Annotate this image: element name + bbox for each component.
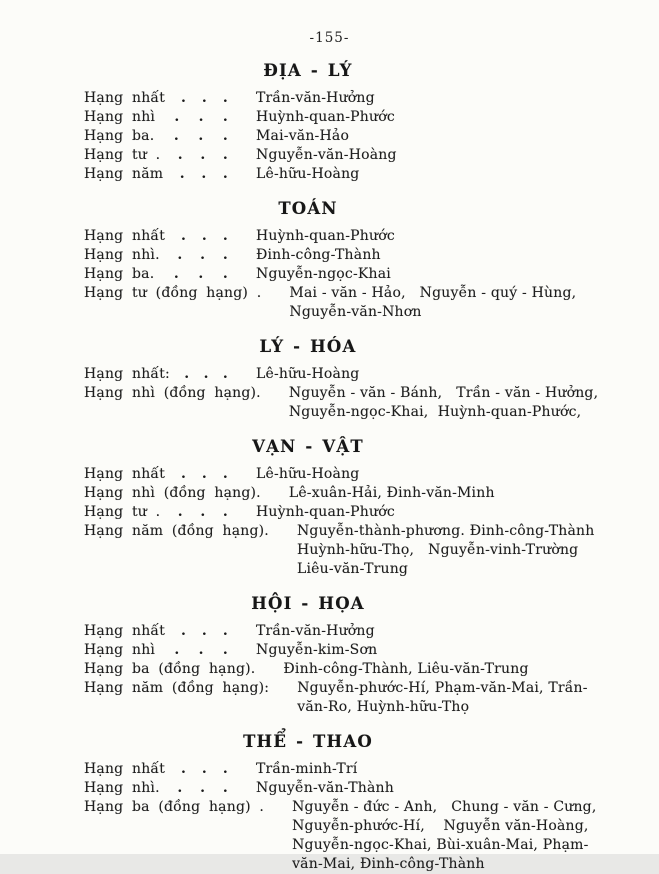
leader-dot: . bbox=[222, 128, 228, 144]
rank-label-cell bbox=[84, 679, 297, 698]
leader-dot: . bbox=[222, 228, 228, 244]
winner-names bbox=[297, 522, 595, 579]
winner-names bbox=[256, 465, 532, 484]
leader-dot: . bbox=[180, 90, 187, 106]
rank-label: Hạng nhất bbox=[84, 466, 166, 482]
ranking-row bbox=[84, 246, 532, 265]
subject-section-6 bbox=[84, 732, 597, 874]
section-title: TOÁN bbox=[278, 199, 338, 218]
leader-dot: . bbox=[177, 147, 183, 163]
name-line: Trần-minh-Trí bbox=[256, 761, 358, 777]
name-line: Nguyễn-ngọc-Khai, Huỳnh-quan-Phước, bbox=[288, 404, 582, 420]
subject-section-5 bbox=[84, 594, 588, 717]
leader-dot: . bbox=[177, 247, 183, 263]
ranking-row bbox=[84, 227, 532, 246]
leader-dot: . bbox=[201, 623, 207, 639]
leader-dot: . bbox=[222, 366, 228, 382]
leader-dot: . bbox=[180, 228, 187, 244]
name-line: Nguyễn-kim-Sơn bbox=[256, 642, 378, 658]
rank-label-cell bbox=[84, 89, 256, 108]
winner-names bbox=[256, 365, 532, 384]
ranking-row bbox=[84, 365, 532, 384]
rank-label: Hạng nhì. bbox=[84, 247, 160, 263]
rank-label-cell bbox=[84, 660, 283, 679]
name-line: Nguyễn-văn-Nhơn bbox=[289, 304, 422, 320]
section-rows bbox=[84, 465, 595, 579]
section-rows bbox=[84, 89, 532, 184]
ranking-row bbox=[84, 89, 532, 108]
winner-names bbox=[289, 284, 576, 322]
leader-dot: . bbox=[180, 761, 187, 777]
rank-label: Hạng nhì (đồng hạng). bbox=[84, 485, 261, 501]
leader-dot: . bbox=[173, 266, 179, 282]
winner-names bbox=[256, 641, 532, 660]
rank-label-cell bbox=[84, 365, 256, 384]
rank-label: Hạng nhì bbox=[84, 642, 156, 658]
rank-label-cell bbox=[84, 146, 256, 165]
leader-dot: . bbox=[222, 166, 228, 182]
name-line: Nguyễn - văn - Bánh, Trần - văn - Hưởng, bbox=[288, 385, 599, 401]
winner-names bbox=[292, 798, 596, 874]
leader-dot: . bbox=[201, 228, 207, 244]
leader-dot: . bbox=[174, 109, 180, 125]
name-line: Mai - văn - Hảo, Nguyễn - quý - Hùng, bbox=[289, 285, 577, 301]
name-line: Lê-hữu-Hoàng bbox=[256, 466, 360, 482]
ranking-row bbox=[84, 779, 532, 798]
winner-names bbox=[256, 622, 532, 641]
ranking-row bbox=[84, 484, 532, 503]
ranking-row bbox=[84, 108, 532, 127]
leader-dot: . bbox=[201, 90, 207, 106]
name-line: Huỳnh-hữu-Thọ, Nguyễn-vinh-Trường bbox=[296, 542, 579, 558]
subject-section-3 bbox=[84, 337, 599, 422]
rank-label: Hạng ba. bbox=[84, 266, 155, 282]
rank-label-cell bbox=[84, 284, 289, 303]
winner-names bbox=[297, 679, 588, 717]
section-rows bbox=[84, 365, 599, 422]
rank-label-cell bbox=[84, 503, 256, 522]
rank-label-cell bbox=[84, 522, 297, 541]
leader-dot: . bbox=[222, 623, 228, 639]
leader-dot: . bbox=[201, 166, 207, 182]
winner-names bbox=[256, 779, 532, 798]
name-line: Lê-xuân-Hải, Đinh-văn-Minh bbox=[288, 485, 495, 501]
winner-names bbox=[256, 503, 532, 522]
rank-label-cell bbox=[84, 227, 256, 246]
name-line: Trần-văn-Hưởng bbox=[256, 90, 375, 106]
leader-dot: . bbox=[222, 642, 228, 658]
leader-dot: . bbox=[198, 109, 204, 125]
rank-label-cell bbox=[84, 108, 256, 127]
winner-names bbox=[256, 265, 532, 284]
rank-label-cell bbox=[84, 622, 256, 641]
ranking-row bbox=[84, 384, 599, 422]
ranking-row bbox=[84, 679, 588, 717]
section-rows bbox=[84, 622, 588, 717]
winner-names bbox=[256, 246, 532, 265]
ranking-row bbox=[84, 798, 597, 874]
rank-label-cell bbox=[84, 641, 256, 660]
leader-dot: . bbox=[200, 247, 206, 263]
subject-section-4 bbox=[84, 437, 595, 579]
winner-names bbox=[256, 760, 532, 779]
leader-dot: . bbox=[201, 761, 207, 777]
name-line: Nguyễn-văn-Thành bbox=[256, 780, 394, 796]
winner-names bbox=[256, 165, 532, 184]
leader-dot: . bbox=[177, 780, 183, 796]
leader-dot: . bbox=[198, 266, 204, 282]
name-line: Huỳnh-quan-Phước bbox=[256, 228, 395, 244]
leader-dot: . bbox=[201, 466, 207, 482]
name-line: Nguyễn-phước-Hí, Nguyễn văn-Hoàng, bbox=[292, 818, 589, 834]
section-title: LÝ - HÓA bbox=[259, 337, 357, 356]
ranking-row bbox=[84, 465, 532, 484]
section-title: VẠN - VẬT bbox=[252, 437, 364, 456]
name-line: Nguyễn-ngọc-Khai bbox=[256, 266, 391, 282]
leader-dot: . bbox=[203, 366, 209, 382]
name-line: Nguyễn-phước-Hí, Phạm-văn-Mai, Trần- bbox=[297, 680, 588, 696]
section-title: HỘI - HỌA bbox=[251, 594, 365, 613]
rank-label-cell bbox=[84, 798, 292, 817]
winner-names bbox=[256, 146, 532, 165]
name-line: Huỳnh-quan-Phước bbox=[256, 109, 395, 125]
rank-label: Hạng nhất bbox=[84, 623, 166, 639]
leader-dot: . bbox=[200, 780, 206, 796]
leader-dot: . bbox=[222, 90, 228, 106]
winner-names bbox=[256, 89, 532, 108]
leader-dot: . bbox=[200, 504, 206, 520]
rank-label-cell bbox=[84, 484, 289, 503]
leader-dot: . bbox=[222, 266, 228, 282]
winner-names bbox=[283, 660, 532, 679]
leader-dot: . bbox=[222, 780, 228, 796]
rank-label: Hạng nhì. bbox=[84, 780, 160, 796]
leader-dot: . bbox=[177, 504, 183, 520]
leader-dot: . bbox=[222, 504, 228, 520]
ranking-row bbox=[84, 622, 532, 641]
rank-label: Hạng nhất bbox=[84, 761, 166, 777]
rank-label-cell bbox=[84, 779, 256, 798]
name-line: văn-Mai, Đinh-công-Thành bbox=[292, 856, 485, 872]
subject-section-1 bbox=[84, 61, 532, 184]
rank-label-cell bbox=[84, 265, 256, 284]
leader-dot: . bbox=[173, 128, 179, 144]
section-rows bbox=[84, 760, 597, 874]
rank-label: Hạng năm bbox=[84, 166, 164, 182]
name-line: văn-Ro, Huỳnh-hữu-Thọ bbox=[297, 699, 470, 715]
ranking-row bbox=[84, 660, 532, 679]
ranking-row bbox=[84, 760, 532, 779]
name-line: Đinh-công-Thành, Liêu-văn-Trung bbox=[283, 661, 529, 677]
winner-names bbox=[256, 127, 532, 146]
leader-dot: . bbox=[198, 642, 204, 658]
ranking-row bbox=[84, 165, 532, 184]
leader-dot: . bbox=[198, 128, 204, 144]
rank-label: Hạng tư . bbox=[84, 147, 161, 163]
winner-names bbox=[289, 384, 598, 422]
leader-dot: . bbox=[222, 247, 228, 263]
rank-label-cell bbox=[84, 246, 256, 265]
name-line: Lê-hữu-Hoàng bbox=[256, 166, 360, 182]
rank-label: Hạng nhất bbox=[84, 90, 166, 106]
rank-label-cell bbox=[84, 165, 256, 184]
ranking-row bbox=[84, 641, 532, 660]
prize-list bbox=[0, 61, 599, 874]
leader-dot: . bbox=[200, 147, 206, 163]
ranking-row bbox=[84, 146, 532, 165]
rank-label-cell bbox=[84, 465, 256, 484]
section-title: ĐỊA - LÝ bbox=[263, 61, 353, 80]
section-title: THỂ - THAO bbox=[243, 732, 373, 751]
page-number: -155- bbox=[309, 30, 350, 46]
ranking-row bbox=[84, 503, 532, 522]
rank-label-cell bbox=[84, 384, 289, 403]
name-line: Đinh-công-Thành bbox=[256, 247, 381, 263]
rank-label: Hạng năm (đồng hạng): bbox=[84, 680, 270, 696]
name-line: Nguyễn-thành-phương. Đinh-công-Thành bbox=[296, 523, 595, 539]
name-line: Mai-văn-Hảo bbox=[256, 128, 350, 144]
leader-dot: . bbox=[184, 366, 190, 382]
name-line: Nguyễn-ngọc-Khai, Bùi-xuân-Mai, Phạm- bbox=[292, 837, 589, 853]
leader-dot: . bbox=[222, 466, 228, 482]
leader-dot: . bbox=[222, 761, 228, 777]
name-line: Trần-văn-Hưởng bbox=[256, 623, 375, 639]
leader-dot: . bbox=[222, 109, 228, 125]
rank-label: Hạng ba. bbox=[84, 128, 155, 144]
winner-names bbox=[289, 484, 532, 503]
rank-label: Hạng tư (đồng hạng) . bbox=[84, 285, 262, 301]
ranking-row bbox=[84, 284, 577, 322]
rank-label: Hạng nhì bbox=[84, 109, 156, 125]
name-line: Lê-hữu-Hoàng bbox=[256, 366, 360, 382]
leader-dot: . bbox=[180, 623, 187, 639]
rank-label: Hạng tư . bbox=[84, 504, 161, 520]
ranking-row bbox=[84, 127, 532, 146]
winner-names bbox=[256, 227, 532, 246]
rank-label: Hạng nhất: bbox=[84, 366, 170, 382]
subject-section-2 bbox=[84, 199, 577, 322]
rank-label: Hạng năm (đồng hạng). bbox=[84, 523, 269, 539]
ranking-row bbox=[84, 265, 532, 284]
name-line: Nguyễn - đức - Anh, Chung - văn - Cưng, bbox=[292, 799, 597, 815]
leader-dot: . bbox=[222, 147, 228, 163]
rank-label: Hạng ba (đồng hạng) . bbox=[84, 799, 265, 815]
name-line: Nguyễn-văn-Hoàng bbox=[256, 147, 397, 163]
rank-label: Hạng nhì (đồng hạng). bbox=[84, 385, 261, 401]
winner-names bbox=[256, 108, 532, 127]
section-rows bbox=[84, 227, 577, 322]
ranking-row bbox=[84, 522, 595, 579]
rank-label-cell bbox=[84, 760, 256, 779]
rank-label: Hạng nhất bbox=[84, 228, 166, 244]
name-line: Liêu-văn-Trung bbox=[296, 561, 409, 577]
leader-dot: . bbox=[179, 166, 185, 182]
name-line: Huỳnh-quan-Phước bbox=[256, 504, 395, 520]
leader-dot: . bbox=[180, 466, 187, 482]
leader-dot: . bbox=[174, 642, 180, 658]
rank-label-cell bbox=[84, 127, 256, 146]
rank-label: Hạng ba (đồng hạng). bbox=[84, 661, 256, 677]
